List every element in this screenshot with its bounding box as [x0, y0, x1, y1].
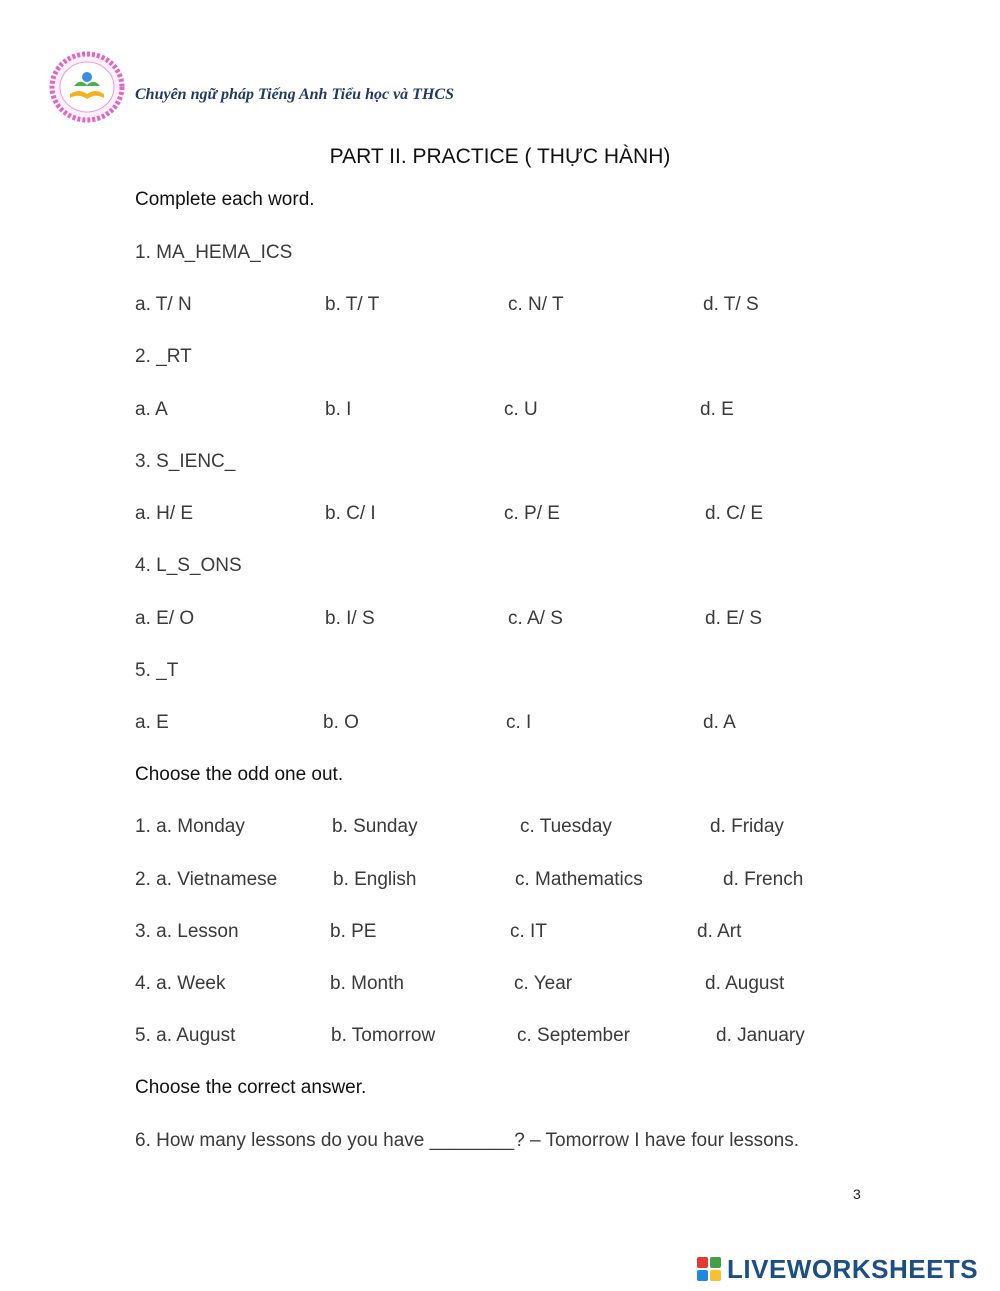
- odd-option-a: 3. a. Lesson: [135, 921, 239, 942]
- odd-option-a: 5. a. August: [135, 1025, 236, 1046]
- option-d: d. E: [700, 399, 734, 420]
- option-d: d. C/ E: [705, 503, 764, 524]
- odd-option-d: d. Art: [697, 921, 742, 942]
- option-b: b. O: [323, 712, 359, 733]
- option-c: c. U: [504, 399, 538, 420]
- school-logo: [48, 50, 126, 124]
- odd-option-b: b. PE: [330, 921, 377, 942]
- option-c: c. A/ S: [508, 608, 563, 629]
- option-b: b. I: [325, 399, 352, 420]
- option-b: b. C/ I: [325, 503, 376, 524]
- option-d: d. A: [703, 712, 736, 733]
- odd-option-c: c. Year: [514, 973, 573, 994]
- option-d: d. E/ S: [705, 608, 763, 629]
- question-prompt: 5. _T: [135, 660, 179, 681]
- odd-option-d: d. French: [723, 869, 804, 890]
- option-c: c. P/ E: [504, 503, 560, 524]
- question-prompt: 3. S_IENC_: [135, 451, 236, 472]
- page-number: 3: [853, 1186, 861, 1202]
- odd-option-d: d. January: [716, 1025, 805, 1046]
- odd-option-a: 2. a. Vietnamese: [135, 869, 278, 890]
- odd-option-c: c. September: [517, 1025, 630, 1046]
- liveworksheets-brand[interactable]: [697, 1254, 978, 1284]
- section1-heading: Complete each word.: [135, 189, 315, 210]
- odd-option-c: c. Mathematics: [515, 869, 643, 890]
- option-a: a. T/ N: [135, 294, 192, 315]
- odd-option-b: b. English: [333, 869, 417, 890]
- option-a: a. A: [135, 399, 168, 420]
- brand-text: LIVEWORKSHEETS: [727, 1253, 979, 1284]
- option-b: b. I/ S: [325, 608, 375, 629]
- question-prompt: 1. MA_HEMA_ICS: [135, 242, 293, 263]
- odd-option-a: 1. a. Monday: [135, 816, 245, 837]
- odd-option-c: c. IT: [510, 921, 547, 942]
- header-subtitle: Chuyên ngữ pháp Tiếng Anh Tiểu học và THCS: [135, 86, 454, 103]
- question-6: 6. How many lessons do you have ________? – Tomorrow I have four lessons.: [135, 1130, 799, 1151]
- section3-heading: Choose the correct answer.: [135, 1077, 367, 1098]
- odd-option-b: b. Month: [330, 973, 404, 994]
- odd-option-b: b. Sunday: [332, 816, 418, 837]
- liveworksheets-logo-icon: [697, 1257, 721, 1281]
- odd-option-d: d. August: [705, 973, 785, 994]
- odd-option-a: 4. a. Week: [135, 973, 226, 994]
- option-a: a. E/ O: [135, 608, 195, 629]
- section2-heading: Choose the odd one out.: [135, 764, 344, 785]
- odd-option-b: b. Tomorrow: [331, 1025, 436, 1046]
- page-title: PART II. PRACTICE ( THỰC HÀNH): [329, 145, 671, 168]
- option-c: c. I: [506, 712, 532, 733]
- option-c: c. N/ T: [508, 294, 564, 315]
- odd-option-c: c. Tuesday: [520, 816, 612, 837]
- option-a: a. E: [135, 712, 169, 733]
- question-prompt: 4. L_S_ONS: [135, 555, 242, 576]
- option-d: d. T/ S: [703, 294, 759, 315]
- question-prompt: 2. _RT: [135, 346, 192, 367]
- odd-option-d: d. Friday: [710, 816, 784, 837]
- option-b: b. T/ T: [325, 294, 380, 315]
- option-a: a. H/ E: [135, 503, 194, 524]
